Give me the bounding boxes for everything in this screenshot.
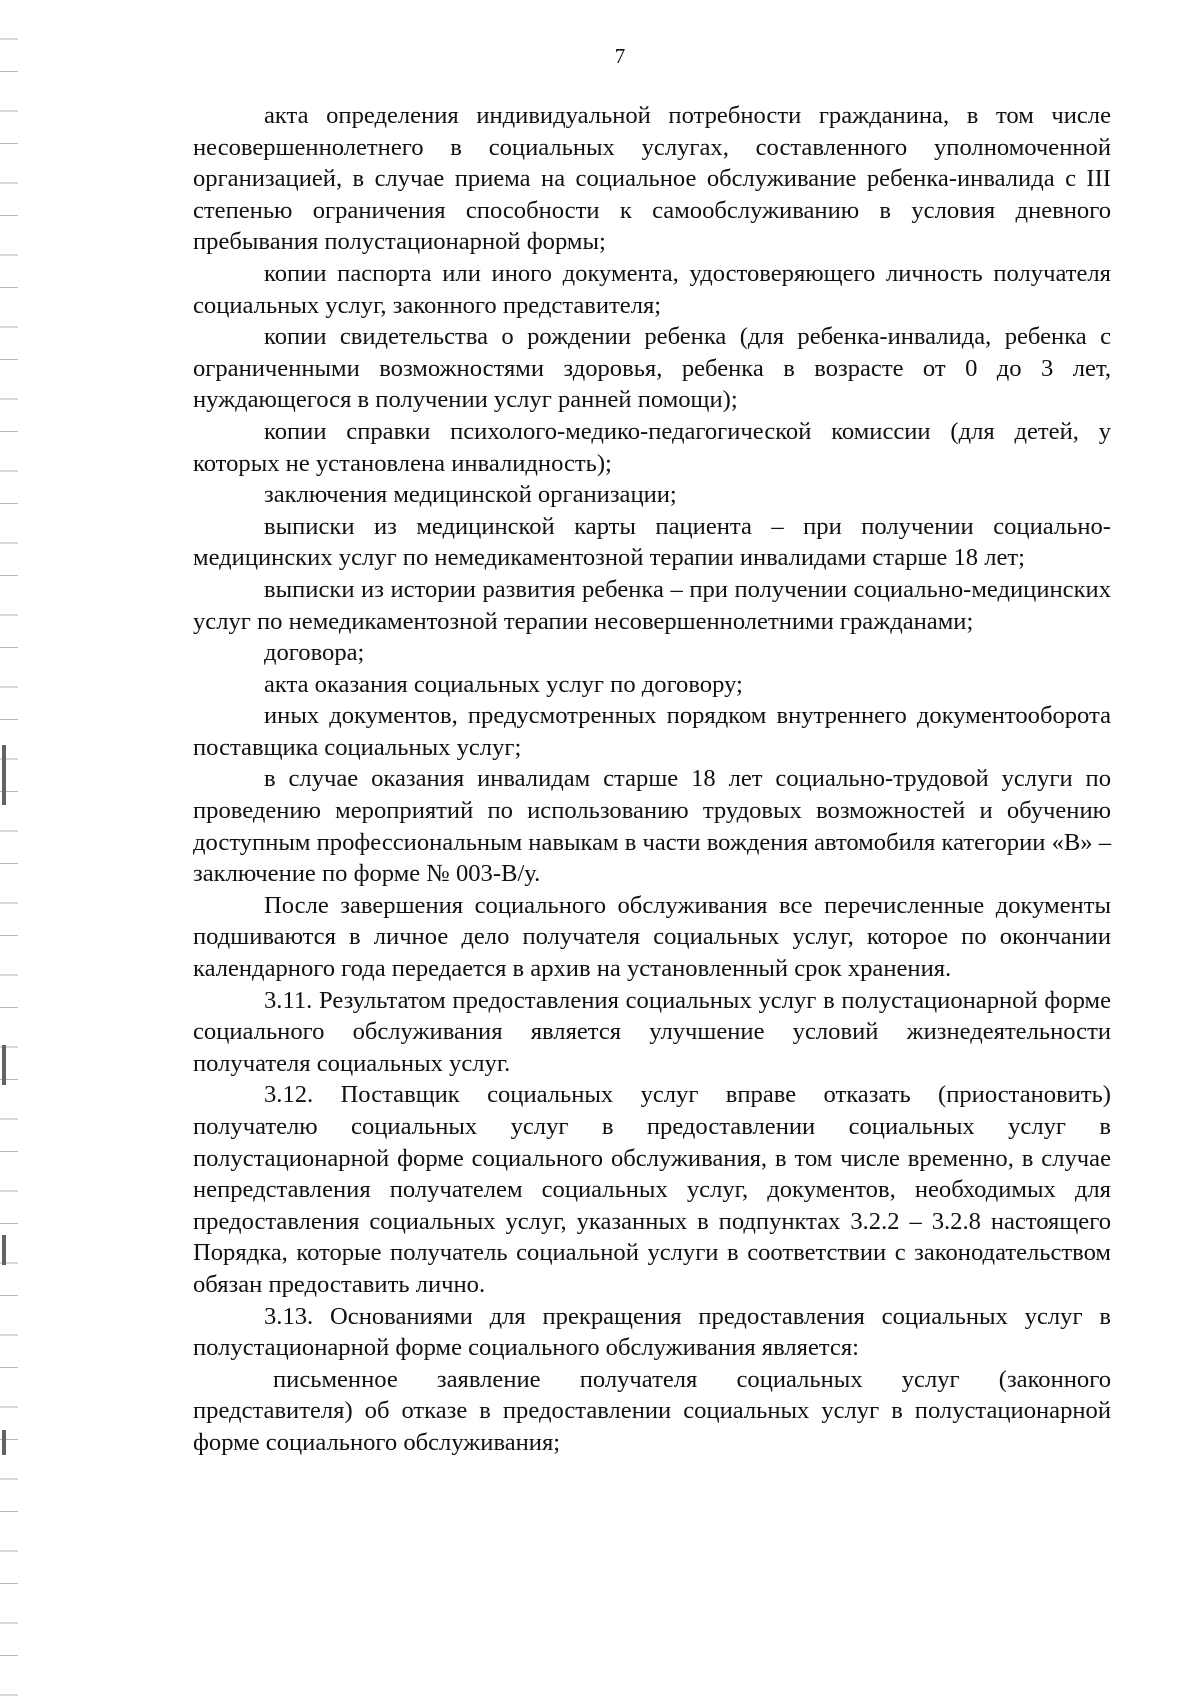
paragraph-driving-conclusion: в случае оказания инвалидам старше 18 лет социально-трудовой услуги по проведению мероприятий по использованию трудовых возможностей и обучению доступным профессиональным навыкам в части вождения автомобиля категории «В» – заключение по форме № 003-В/у.	[193, 765, 1112, 888]
paragraph-other-documents: иных документов, предусмотренных порядком внутреннего документооборота поставщика социальных услуг;	[193, 702, 1111, 761]
scan-mark	[2, 745, 6, 805]
paragraph-written-refusal: письменное заявление получателя социальных услуг (законного представителя) об отказе в предоставлении социальных услуг в полустационарной форме социального обслуживания;	[193, 1365, 1111, 1456]
paragraph-medical-card-extract: выписки из медицинской карты пациента – при получении социально-медицинских услуг по немедикаментозной терапии инвалидами старше 18 лет;	[193, 512, 1111, 572]
document-body	[193, 100, 1111, 1459]
paragraph-act-of-need: акта определения индивидуальной потребности гражданина, в том числе несовершеннолетнего в социальных услугах, составленного уполномоченной организацией, в случае приема на социальное обслуживание ребенка-инвалида с III степенью ограничения способности к самообслуживанию в условия дневного пребывания полустационарной формы;	[193, 102, 1111, 256]
paragraph-service-act: акта оказания социальных услуг по договору;	[264, 670, 743, 698]
scan-mark	[2, 1045, 6, 1085]
paragraph-passport-copy: копии паспорта или иного документа, удостоверяющего личность получателя социальных услуг, законного представителя;	[193, 259, 1111, 319]
paragraph-pmpk-certificate: копии справки психолого-медико-педагогической комиссии (для детей, у которых не установлена инвалидность);	[193, 417, 1111, 477]
paragraph-3-12: 3.12. Поставщик социальных услуг вправе отказать (приостановить) получателю социальных услуг в предоставлении социальных услуг в полустационарной форме социального обслуживания, в том числе временно, в случае непредставления получателем социальных услуг, документов, необходимых для предоставления социальных услуг, указанных в подпунктах 3.2.2 – 3.2.8 настоящего Порядка, которые получатель социальной услуги в соответствии с законодательством обязан предоставить лично.	[193, 1081, 1111, 1298]
paragraph-medical-conclusion: заключения медицинской организации;	[264, 481, 677, 509]
page-number: 7	[614, 44, 626, 68]
paragraph-3-11: 3.11. Результатом предоставления социальных услуг в полустационарной форме социального обслуживания является улучшение условий жизнедеятельности получателя социальных услуг.	[193, 986, 1111, 1077]
paragraph-contract: договора;	[264, 639, 365, 667]
paragraph-3-13: 3.13. Основаниями для прекращения предоставления социальных услуг в полустационарной форме социального обслуживания является:	[193, 1302, 1111, 1362]
paragraph-personal-file: После завершения социального обслуживания все перечисленные документы подшиваются в личное дело получателя социальных услуг, которое по окончании календарного года передается в архив на установленный срок хранения.	[193, 891, 1111, 983]
scan-edge-artifact	[0, 0, 18, 1697]
paragraph-birth-certificate: копии свидетельства о рождении ребенка (для ребенка-инвалида, ребенка с ограниченными возможностями здоровья, ребенка в возрасте от 0 до 3 лет, нуждающегося в получении услуг ранней помощи);	[193, 323, 1111, 414]
scan-mark	[2, 1235, 6, 1265]
paragraph-development-history: выписки из истории развития ребенка – при получении социально-медицинских услуг по немедикаментозной терапии несовершеннолетними гражданами;	[193, 575, 1111, 635]
scan-mark	[2, 1430, 6, 1455]
